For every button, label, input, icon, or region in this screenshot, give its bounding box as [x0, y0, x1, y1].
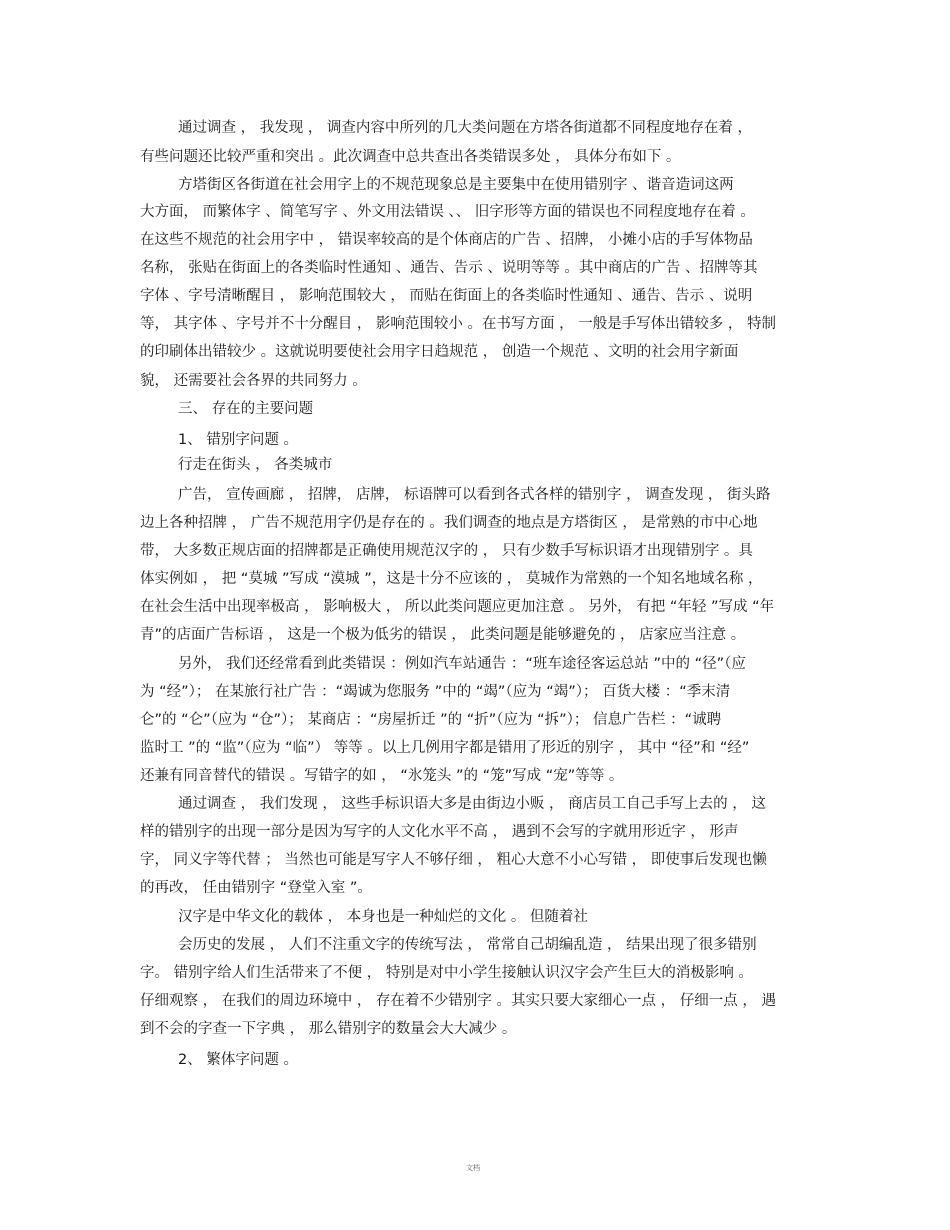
text-line: 的印刷体出错较少 。这就说明要使社会用字日趋规范 ， 创造一个规范 、文明的社会用字新面	[140, 344, 739, 360]
text-line: 貌， 还需要社会各界的共同努力 。	[140, 373, 367, 389]
text-line: 青”的店面广告标语 ， 这是一个极为低劣的错误 ， 此类问题是能够避免的 ， 店家应当注意 。	[140, 627, 746, 643]
text-line: 在这些不规范的社会用字中 ， 错误率较高的是个体商店的广告 、招牌， 小摊小店的手写体物品	[140, 232, 753, 248]
text-line: 字， 同义字等代替 ； 当然也可能是写字人不够仔细 ， 粗心大意不小心写错 ， 即使事后发现也懒	[140, 852, 767, 868]
text-line: 在社会生活中出现率极高 ， 影响极大 ， 所以此类问题应更加注意 。 另外， 有把 “年轻 ”写成 “年	[140, 599, 775, 615]
text-line: 有些问题还比较严重和突出 。此次调查中总共查出各类错误多处 ， 具体分布如下 。	[140, 149, 681, 165]
subsection-heading: 2、 繁体字问题 。	[178, 1052, 298, 1068]
text-line: 另外， 我们还经常看到此类错误 ：例如汽车站通告 ：“班车途径客运总站 ”中的 “径”（应	[178, 656, 746, 672]
text-line: 还兼有同音替代的错误 。写错字的如 ， “氷笼头 ”的 “笼”写成 “宠”等等 。	[140, 768, 624, 784]
text-line: 通过调查 ， 我发现 ， 调查内容中所列的几大类问题在方塔各街道都不同程度地存在着 ，	[178, 120, 753, 136]
text-line: 带， 大多数正规店面的招牌都是正确使用规范汉字的 ， 只有少数手写标识语才出现错别字 。具	[140, 543, 753, 559]
text-line: 大方面， 而繁体字 、简笔写字 、外文用法错误 、、 旧字形等方面的错误也不同程度地存在着 。	[140, 204, 755, 220]
text-line: 名称， 张贴在街面上的各类临时性通知 、通告、告示 、说明等等 。其中商店的广告 、招牌等其	[140, 260, 758, 276]
text-line: 体实例如 ， 把 “莫城 ”写成 “漠城 ”，这是十分不应该的 ， 莫城作为常熟的一个知名地域名称 ，	[140, 571, 763, 587]
page-footer: 文档	[466, 1164, 480, 1172]
text-line: 仔细观察 ， 在我们的周边环境中 ， 存在着不少错别字 。其实只要大家细心一点 ， 仔细一点 ， 遇	[140, 993, 776, 1009]
text-line: 仑”的 “仑”（应为 “仓”）； 某商店 ：“房屋折迁 ”的 “折”（应为 “拆”）； 信息广告栏 ：“诚聘	[140, 712, 722, 728]
text-line: 的再改， 任由错别字 “登堂入室 ”。	[140, 880, 372, 896]
text-line: 监时工 ”的 “监”（应为 “临”） 等等 。以上几例用字都是错用了形近的别字 ， 其中 “径”和 “经”	[140, 740, 750, 756]
text-line: 到不会的字查一下字典 ， 那么错别字的数量会大大减少 。	[140, 1021, 517, 1037]
section-heading: 三、 存在的主要问题	[178, 401, 314, 417]
text-line: 行走在街头 ， 各类城市	[178, 457, 333, 473]
text-line: 方塔街区各街道在社会用字上的不规范现象总是主要集中在使用错别字 、谐音造词这两	[178, 177, 734, 193]
text-line: 字。 错别字给人们生活带来了不便 ， 特别是对中小学生接触认识汉字会产生巨大的消极影响 。	[140, 965, 753, 981]
text-line: 等， 其字体 、字号并不十分醒目 ， 影响范围较小 。在书写方面 ， 一般是手写体出错较多 ， 特制	[140, 316, 776, 332]
text-line: 会历史的发展 ， 人们不注重文字的传统写法 ， 常常自己胡编乱造 ， 结果出现了很多错别	[178, 937, 757, 953]
text-line: 为 “经”）； 在某旅行社广告 ：“竭诚为您服务 ”中的 “竭”（应为 “竭”）； 百货大楼 ：“季末清	[140, 684, 731, 700]
text-line: 边上各种招牌 ， 广告不规范用字仍是存在的 。我们调查的地点是方塔街区 ， 是常熟的市中心地	[140, 515, 758, 531]
text-line: 通过调查 ， 我们发现 ， 这些手标识语大多是由街边小贩 ， 商店员工自己手写上去的 ， 这	[178, 796, 766, 812]
text-line: 样的错别字的出现一部分是因为写字的人文化水平不高 ， 遇到不会写的字就用形近字 ， 形声	[140, 824, 739, 840]
text-line: 字体 、字号清晰醒目 ， 影响范围较大 ， 而贴在街面上的各类临时性通知 、通告、告示 、说明	[140, 288, 753, 304]
subsection-heading: 1、 错别字问题 。	[178, 432, 298, 448]
text-line: 汉字是中华文化的载体 ， 本身也是一种灿烂的文化 。 但随着社	[178, 909, 588, 925]
text-line: 广告， 宣传画廊 ， 招牌， 店牌， 标语牌可以看到各式各样的错别字 ， 调查发现 ， 街头路	[178, 487, 771, 503]
